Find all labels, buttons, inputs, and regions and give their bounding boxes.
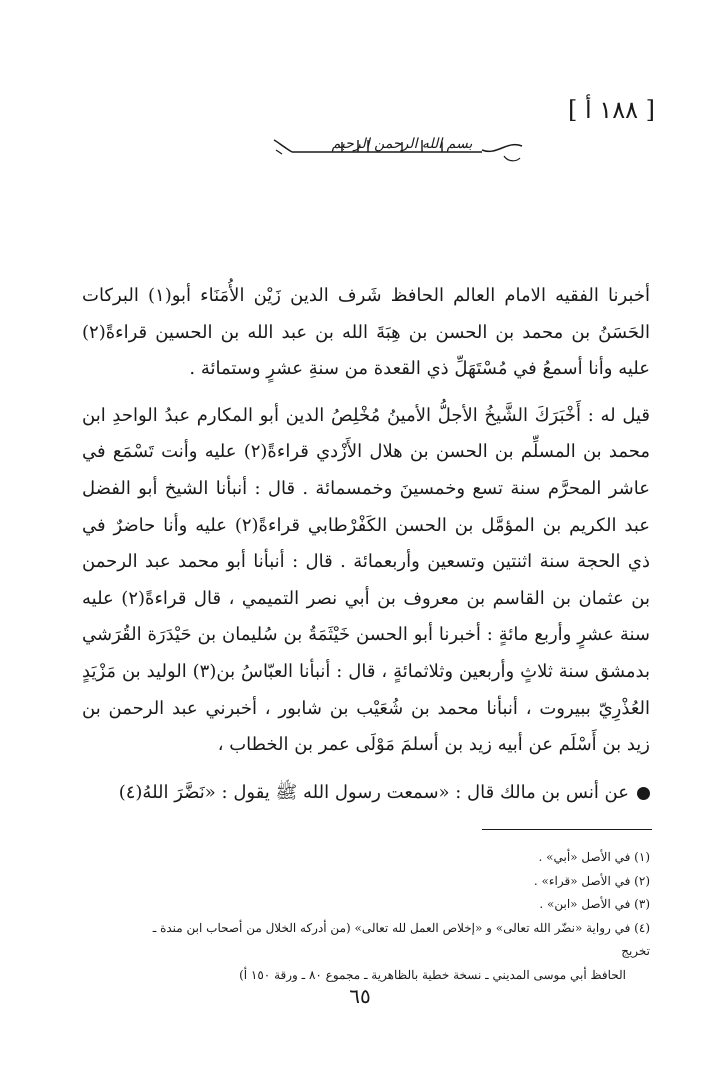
paragraph-chain: قيل له : أَخْبَرَكَ الشَّيخُ الأجلُّ الأمينُ مُخْلِصُ الدين أبو المكارم عبدُ الواحدِ ابن محمد بن المسلِّم بن الحسن بن هلال الأَزْدي قراءةً(٢) عليه وأنت تَسْمَع في عاشر المحرَّم سنة تسع وخمسينَ وخمسمائة . قال : أنبأنا الشيخ أبو الفضل عبد الكريم بن المؤمَّل بن الحسن الكَفْرْطابي قراءةً(٢) عليه وأنا حاضرٌ في ذي الحجة سنة اثنتين وتسعين وأربعمائة . قال : أنبأنا أبو محمد عبد الرحمن بن عثمان بن القاسم بن معروف بن أبي نصر التميمي ، قال قراءةً(٢) عليه سنة عشرٍ وأربع مائةٍ : أخبرنا أبو الحسن خَيْثَمَةُ بن سُليمان بن حَيْدَرَة القُرَشي بدمشق سنة ثلاثٍ وأربعين وثلاثمائةٍ ، قال : أنبأنا العبّاسُ بن(٣) الوليد بن مَزْيَدٍ العُذْرِيّ ببيروت ، أنبأنا محمد بن شُعَيْب بن شابور ، أخبرني عبد الرحمن بن زيد بن أَسْلَم عن أبيه زيد بن أسلمَ مَوْلَى عمر بن الخطاب ،: [82, 404, 651, 756]
footnote-2: (٢) في الأصل «قراء» .: [533, 873, 650, 888]
hadith-text: عن أنس بن مالك قال : «سمعت رسول الله ﷺ يقول : «نَضَّرَ اللهُ(٤): [118, 782, 629, 803]
hadith-line: [82, 775, 650, 811]
footnote-divider: [482, 829, 652, 830]
footnote-1: (١) في الأصل «أبي» .: [538, 850, 650, 864]
basmala-ornament: [272, 134, 524, 168]
basmala-text: بسم الله الرحمن الرحيم: [331, 136, 473, 152]
footnote-4: (٤) في رواية «نضّر الله تعالى» و «إخلاص العمل لله تعالى» (من أدركه الخلال من أصحاب ابن مندة ـ تخريج: [152, 920, 650, 958]
footnote-4-continued: الحافظ أبي موسى المديني ـ نسخة خطية بالظاهرية ـ مجموع ٨٠ ـ ورقة ١٥٠ أ): [239, 967, 626, 982]
bullet-icon: [637, 787, 650, 800]
footnotes: [150, 846, 650, 987]
page-number: ٦٥: [349, 984, 371, 1008]
paragraph-opening: أخبرنا الفقيه الامام العالم الحافظ شَرف الدين زَيْن الأُمَنَاء أبو(١) البركات الحَسَنُ بن محمد بن الحسن بن هِبَةَ الله بن عبد الله بن الحسين قراءةً(٢) عليه وأنا أسمعُ في مُسْتَهَلِّ ذي القعدة من سنةِ عشرٍ وستمائة .: [82, 285, 650, 380]
isnad-text: [82, 278, 650, 764]
page-marker: [ ١٨٨ أ ]: [568, 96, 655, 124]
footnote-3: (٣) في الأصل «ابن» .: [539, 897, 650, 911]
